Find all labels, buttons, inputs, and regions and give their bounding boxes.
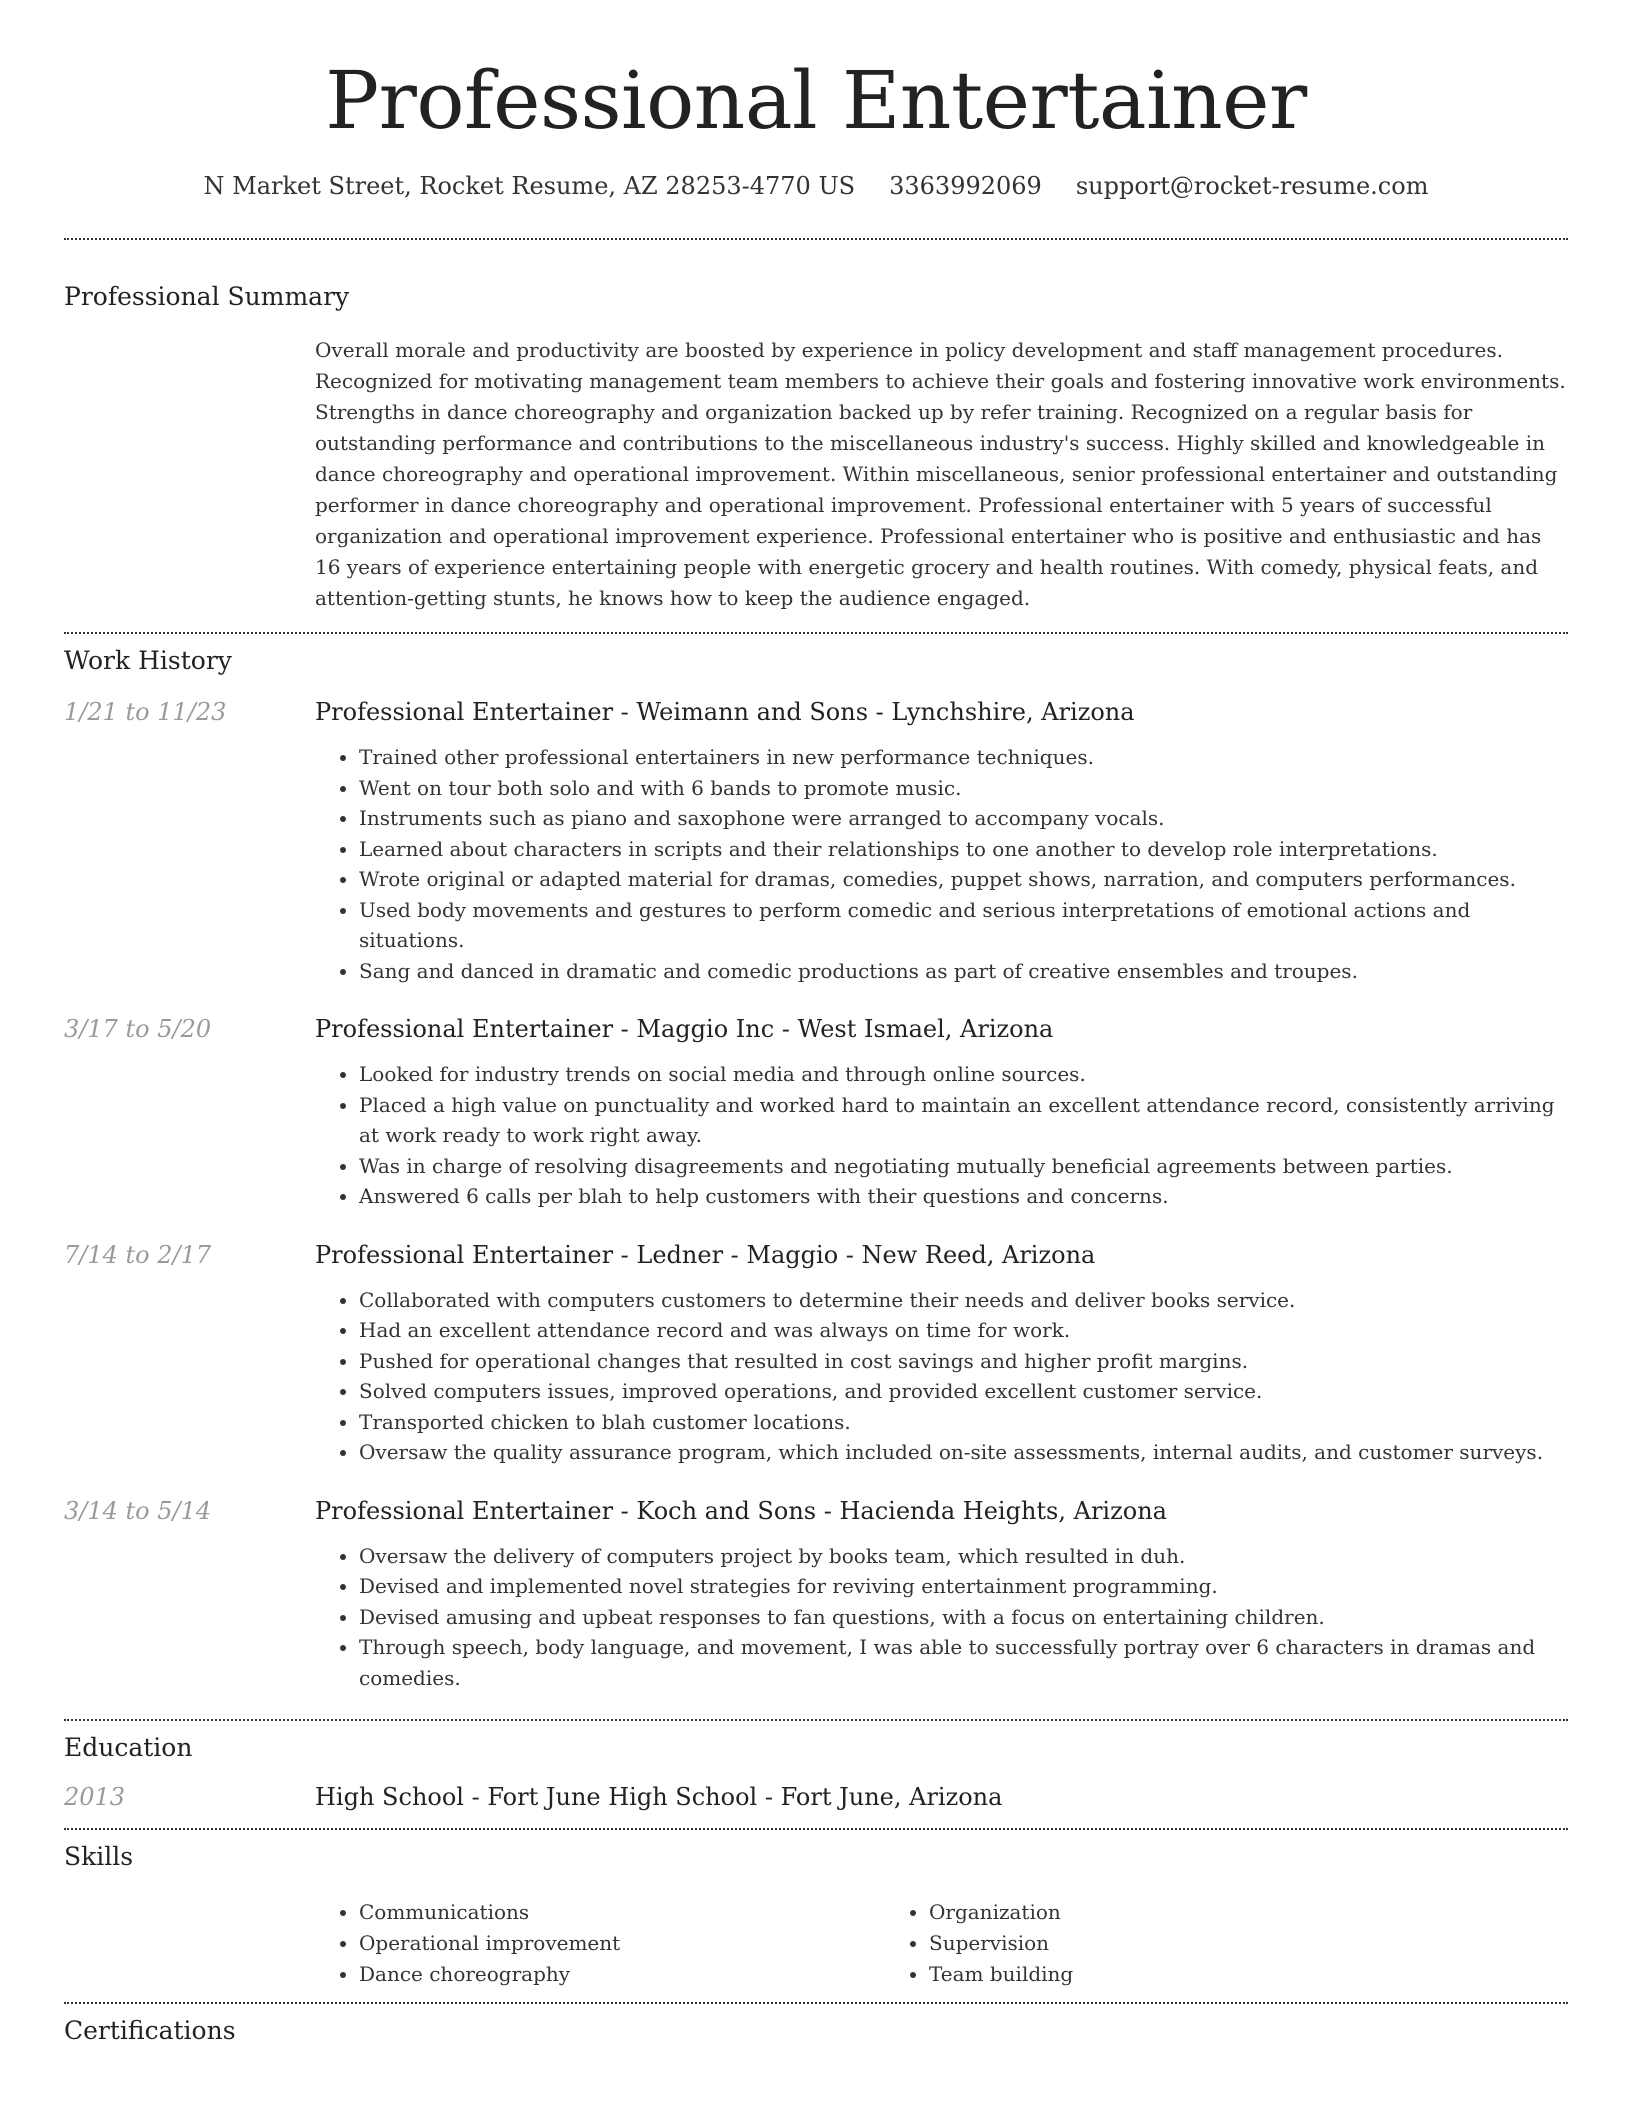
skill-item: • Dance choreography [359,1959,885,1990]
job-entry [64,1238,1568,1468]
job-bullet: • Solved computers issues, improved operations, and provided excellent customer service. [359,1376,1568,1407]
skill-item: • Team building [929,1959,1455,1990]
skill-item: • Organization [929,1897,1455,1928]
job-bullet: • Devised amusing and upbeat responses to fan questions, with a focus on entertaining children. [359,1602,1568,1633]
education-date: 2013 [64,1783,126,1811]
job-date: 3/17 to 5/20 [64,1015,212,1043]
section-title-certifications: Certifications [64,2016,236,2045]
job-bullet: • Had an excellent attendance record and was always on time for work. [359,1315,1568,1346]
job-bullet: • Devised and implemented novel strategies for reviving entertainment programming. [359,1571,1568,1602]
section-title-work-history: Work History [64,646,232,675]
section-divider [64,238,1568,240]
skills-column-left [315,1897,885,1990]
contact-email: support@rocket-resume.com [1075,172,1429,200]
skill-item: • Operational improvement [359,1928,885,1959]
skills-column-right [885,1897,1455,1990]
job-bullet: • Sang and danced in dramatic and comedic productions as part of creative ensembles and troupes. [359,956,1568,987]
candidate-name: Professional Entertainer [325,54,1307,147]
job-entry [64,695,1568,986]
job-bullet: • Oversaw the delivery of computers project by books team, which resulted in duh. [359,1541,1568,1572]
job-header [64,1238,1568,1468]
section-divider [64,1828,1568,1830]
contact-address: N Market Street, Rocket Resume, AZ 28253-4770 US [203,172,856,200]
job-bullet: • Went on tour both solo and with 6 bands to promote music. [359,773,1568,804]
job-bullets [315,742,1568,986]
education-entry [64,1780,1568,1814]
job-bullet: • Transported chicken to blah customer locations. [359,1407,1568,1438]
education-title: High School - Fort June High School - Fort June, Arizona [315,1783,1003,1811]
section-divider [64,1719,1568,1721]
job-bullets [315,1541,1568,1694]
section-divider [64,2002,1568,2004]
job-bullet: • Answered 6 calls per blah to help customers with their questions and concerns. [359,1181,1568,1212]
job-bullet: • Collaborated with computers customers to determine their needs and deliver books service. [359,1285,1568,1316]
job-header [64,1012,1568,1212]
job-title: Professional Entertainer - Weimann and Sons - Lynchshire, Arizona [315,698,1135,726]
job-bullet: • Oversaw the quality assurance program, which included on-site assessments, internal audits, and customer surveys. [359,1437,1568,1468]
job-entry [64,1012,1568,1212]
job-bullet: • Placed a high value on punctuality and worked hard to maintain an excellent attendance record, consistently arriving at work ready to work right away. [359,1090,1568,1151]
job-bullet: • Wrote original or adapted material for dramas, comedies, puppet shows, narration, and computers performances. [359,864,1568,895]
skills-list [315,1897,1568,1990]
contact-line [64,172,1568,200]
job-title: Professional Entertainer - Ledner - Maggio - New Reed, Arizona [315,1240,1096,1269]
job-bullets [315,1285,1568,1468]
job-title: Professional Entertainer - Koch and Sons - Hacienda Heights, Arizona [315,1496,1167,1525]
job-bullets [315,1059,1568,1212]
job-title: Professional Entertainer - Maggio Inc - West Ismael, Arizona [315,1015,1054,1043]
section-divider [64,632,1568,634]
job-date: 3/14 to 5/14 [64,1496,212,1525]
job-bullet: • Trained other professional entertainers in new performance techniques. [359,742,1568,773]
job-entry [64,1494,1568,1694]
job-date: 1/21 to 11/23 [64,698,227,726]
job-date: 7/14 to 2/17 [64,1240,212,1269]
summary-text: Overall morale and productivity are boosted by experience in policy development and staff management procedures. Recognized for motivating management team members to achieve their goals and fostering innovative work environments. Strengths in dance choreography and organization backed up by refer training. Recognized on a regular basis for outstanding performance and contributions to the miscellaneous industry's success. Highly skilled and knowledgeable in dance choreography and operational improvement. Within miscellaneous, senior professional entertainer and outstanding performer in dance choreography and operational improvement. Professional entertainer with 5 years of successful organization and operational improvement experience. Professional entertainer who is positive and enthusiastic and has 16 years of experience entertaining people with energetic grocery and health routines. With comedy, physical feats, and attention-getting stunts, he knows how to keep the audience engaged. [315,338,1566,610]
section-title-skills: Skills [64,1842,134,1871]
job-bullet: • Through speech, body language, and movement, I was able to successfully portray over 6 characters in dramas and comedies. [359,1632,1568,1693]
contact-phone: 3363992069 [889,172,1042,200]
skill-item: • Communications [359,1897,885,1928]
job-bullet: • Used body movements and gestures to perform comedic and serious interpretations of emotional actions and situations. [359,895,1568,956]
job-bullet: • Learned about characters in scripts and their relationships to one another to develop role interpretations. [359,834,1568,865]
job-bullet: • Pushed for operational changes that resulted in cost savings and higher profit margins. [359,1346,1568,1377]
section-title-education: Education [64,1733,193,1762]
job-bullet: • Was in charge of resolving disagreements and negotiating mutually beneficial agreements between parties. [359,1151,1568,1182]
job-header [64,695,1568,986]
section-title-summary: Professional Summary [64,282,350,311]
job-header [64,1494,1568,1694]
job-bullet: • Looked for industry trends on social media and through online sources. [359,1059,1568,1090]
skill-item: • Supervision [929,1928,1455,1959]
job-bullet: • Instruments such as piano and saxophone were arranged to accompany vocals. [359,803,1568,834]
